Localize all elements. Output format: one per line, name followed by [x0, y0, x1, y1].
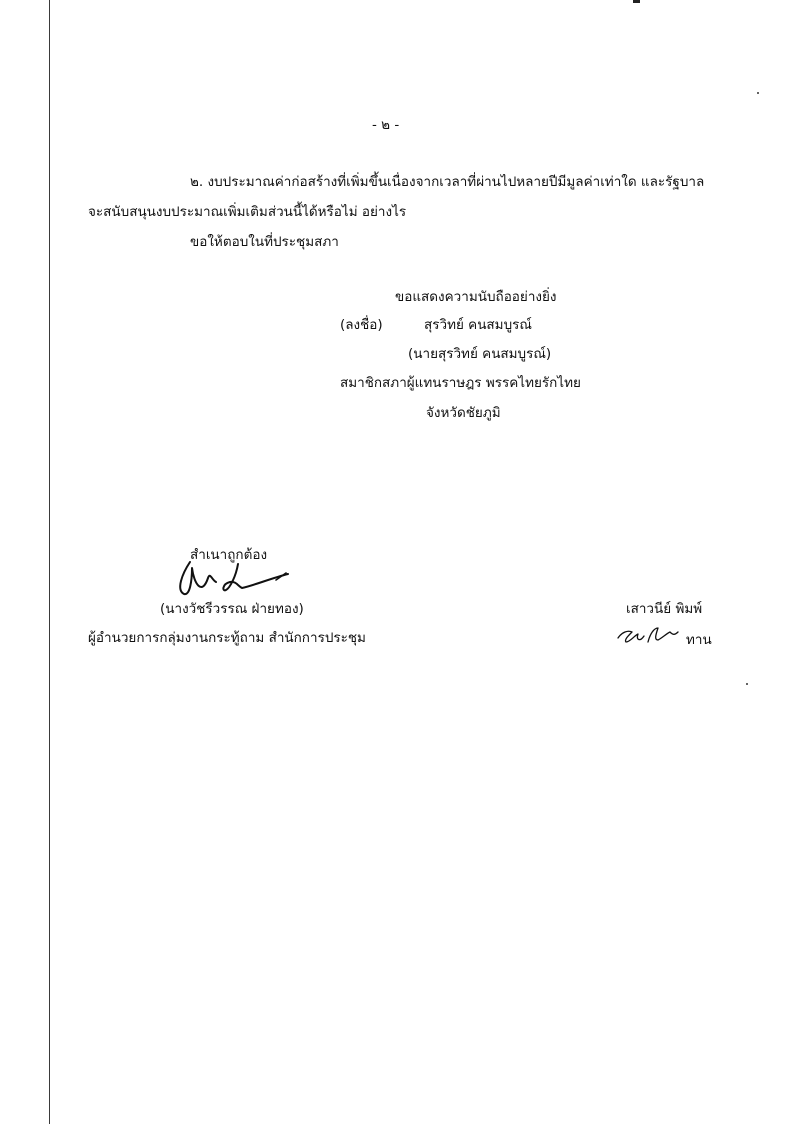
- answer-request: ขอให้ตอบในที่ประชุมสภา: [190, 234, 339, 250]
- certifier-signature-icon: [172, 556, 302, 602]
- typist-line: เสาวนีย์ พิมพ์: [626, 601, 703, 617]
- question-line-1: ๒. งบประมาณค่าก่อสร้างที่เพิ่มขึ้นเนื่องจากเวลาที่ผ่านไปหลายปีมีมูลค่าเท่าใด และรัฐบาล: [190, 174, 705, 190]
- signer-full-name: (นายสุรวิทย์ คนสมบูรณ์): [408, 346, 552, 362]
- scan-speck: [746, 683, 748, 685]
- checker-label: ทาน: [686, 632, 712, 648]
- scan-speck: [757, 92, 759, 94]
- signed-label: (ลงชื่อ): [340, 317, 383, 333]
- page-number: - ๒ -: [372, 117, 400, 133]
- question-line-2: จะสนับสนุนงบประมาณเพิ่มเติมส่วนนี้ได้หรือไม่ อย่างไร: [88, 204, 407, 220]
- signer-position: สมาชิกสภาผู้แทนราษฎร พรรคไทยรักไทย: [340, 375, 581, 391]
- certified-copy-label: สำเนาถูกต้อง: [190, 547, 268, 563]
- scan-mark: [633, 0, 640, 3]
- closing-regards: ขอแสดงความนับถืออย่างยิ่ง: [395, 289, 557, 305]
- certifier-position: ผู้อำนวยการกลุ่มงานกระทู้ถาม สำนักการประชุม: [88, 630, 366, 646]
- checker-initials-icon: [614, 622, 684, 648]
- certifier-name: (นางวัชรีวรรณ ฝ่ายทอง): [160, 601, 304, 617]
- signer-province: จังหวัดชัยภูมิ: [426, 405, 501, 421]
- scan-edge-line: [49, 0, 50, 1124]
- signer-name: สุรวิทย์ คนสมบูรณ์: [424, 317, 532, 333]
